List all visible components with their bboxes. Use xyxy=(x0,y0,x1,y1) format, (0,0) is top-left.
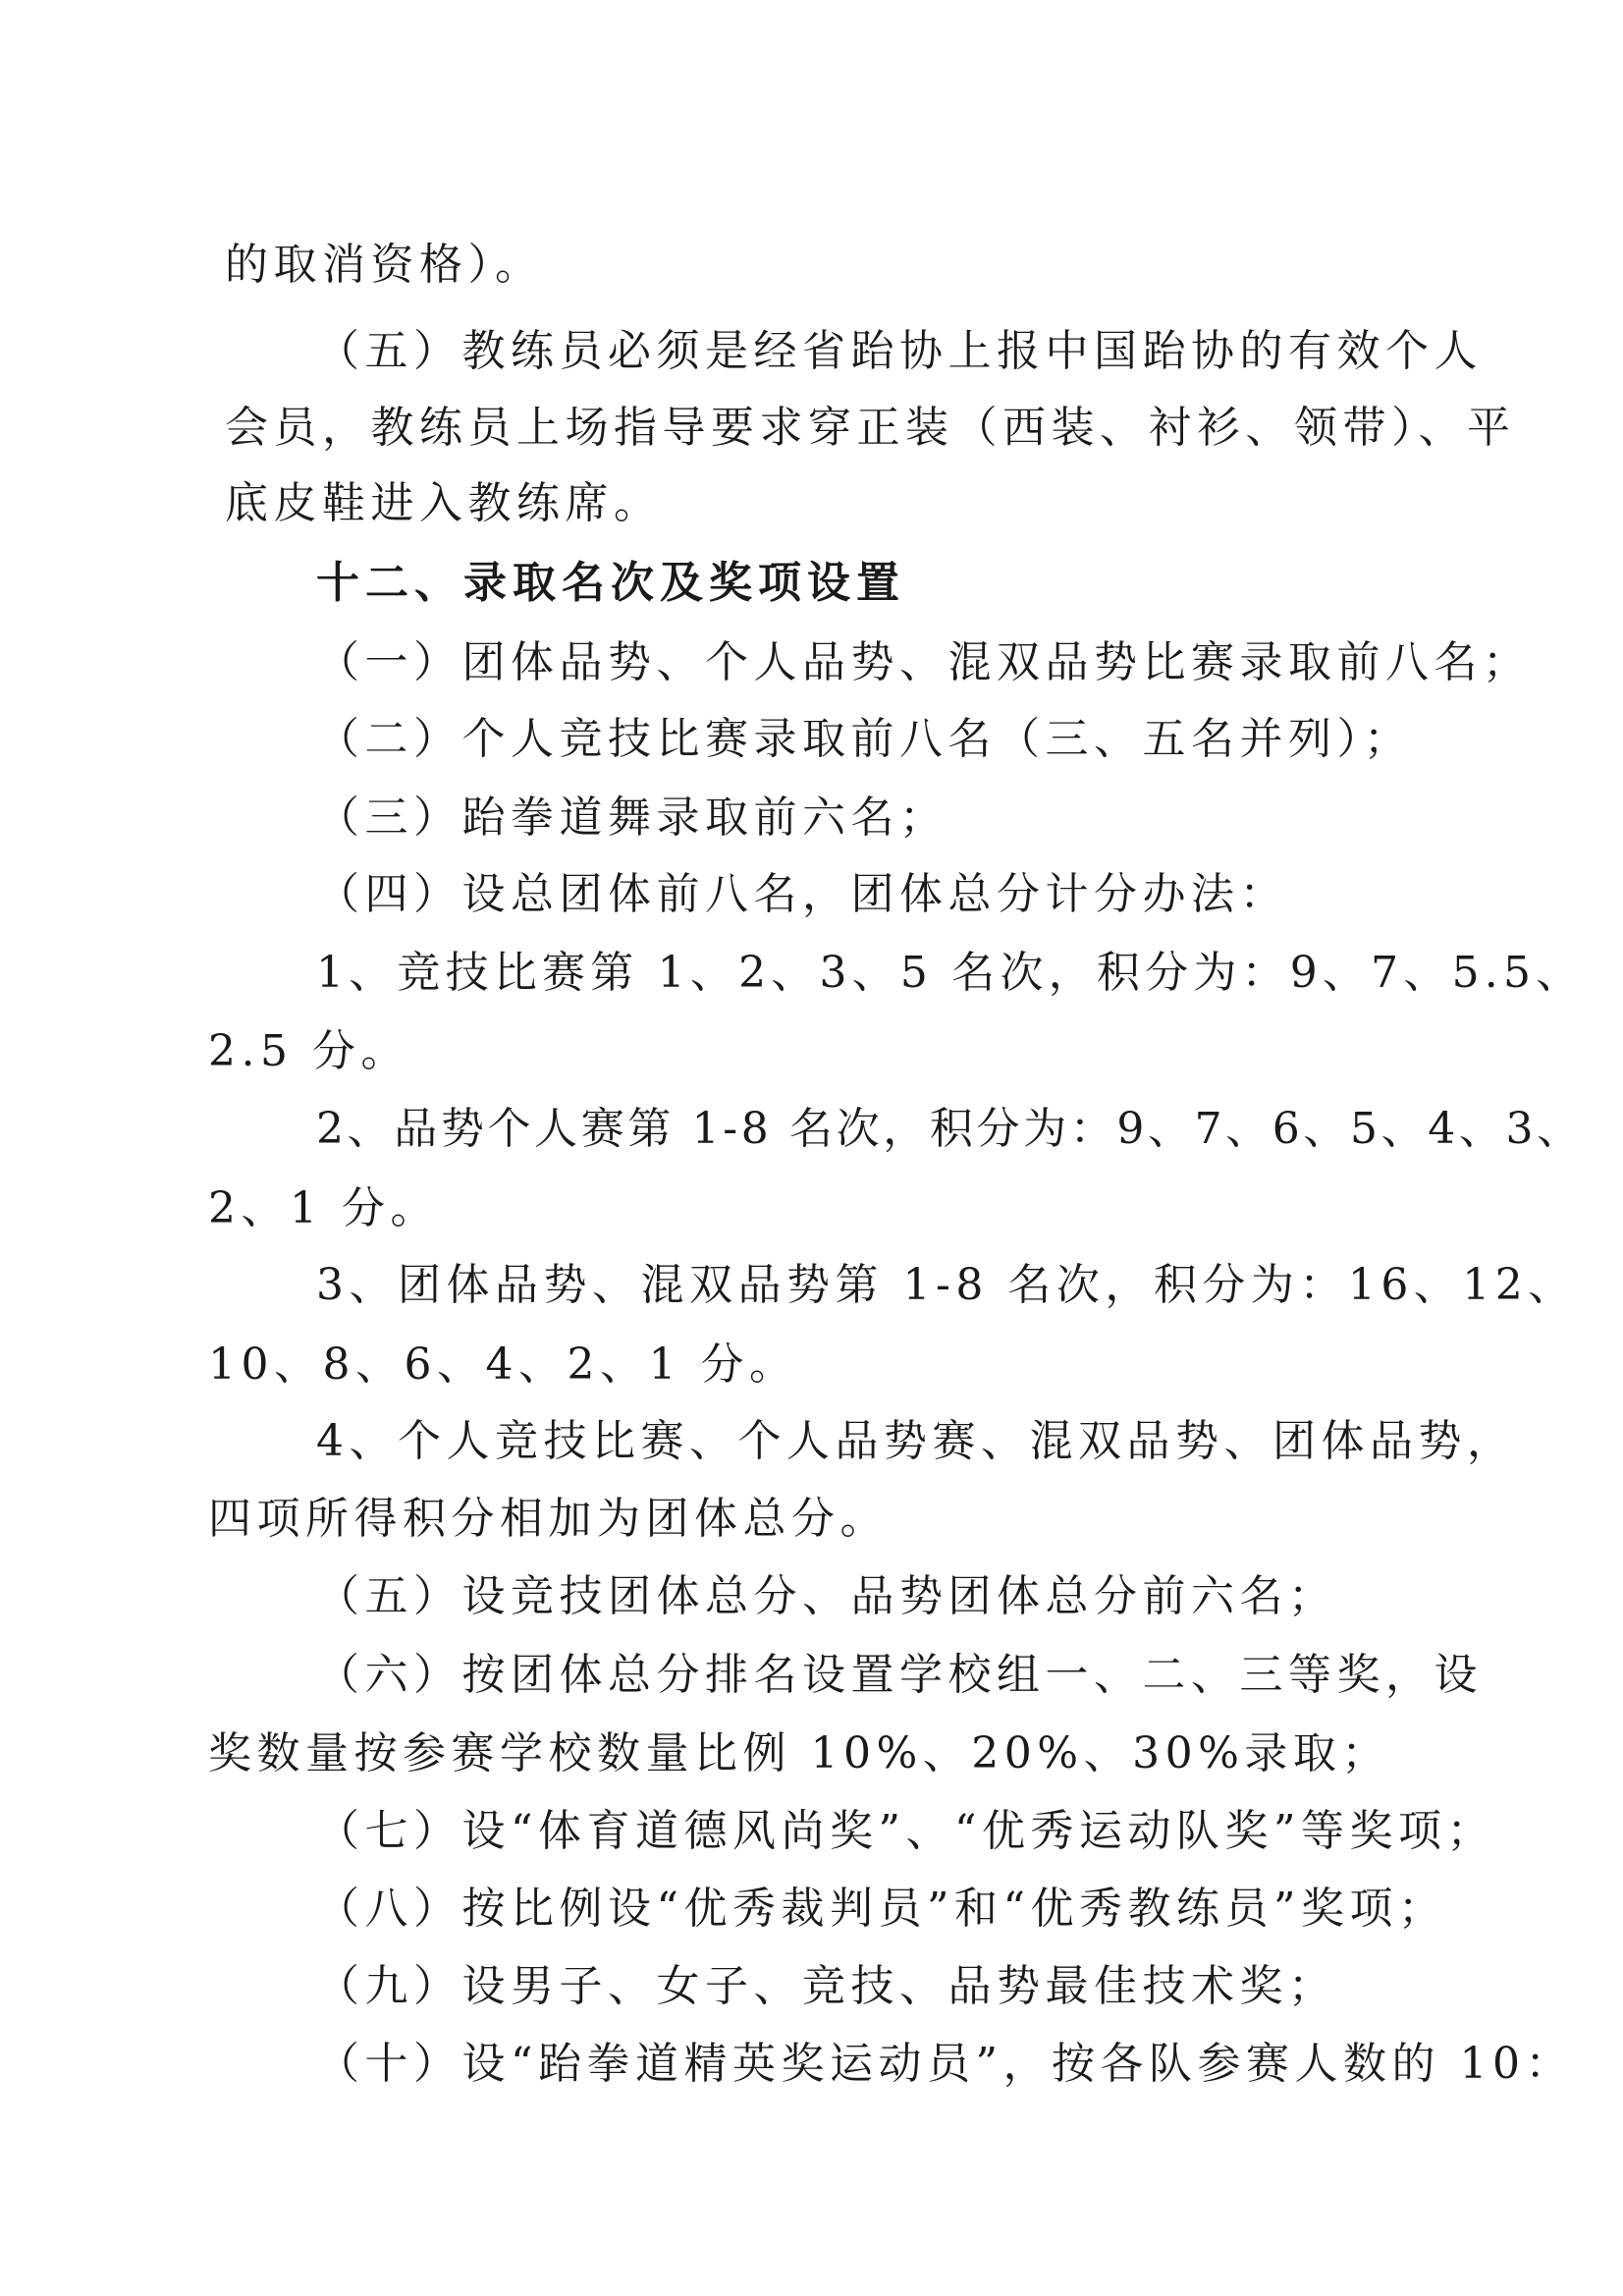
text-line: 2.5 分。 xyxy=(208,1026,409,1076)
text-line: 4、个人竞技比赛、个人品势赛、混双品势、团体品势， xyxy=(316,1416,1516,1466)
text-line: （九）设男子、女子、竞技、品势最佳技术奖； xyxy=(316,1961,1337,2011)
text-line: 10、8、6、4、2、1 分。 xyxy=(208,1339,798,1390)
text-line: 的取消资格）。 xyxy=(225,240,544,290)
text-line: 2、1 分。 xyxy=(208,1183,439,1233)
text-line: 底皮鞋进入教练席。 xyxy=(225,478,663,528)
text-line: （二）个人竞技比赛录取前八名（三、五名并列）； xyxy=(316,714,1413,764)
text-line: （十）设“跆拳道精英奖运动员”，按各队参赛人数的 10： xyxy=(316,2039,1574,2089)
text-line: 3、团体品势、混双品势第 1-8 名次，积分为：16、12、 xyxy=(316,1260,1577,1310)
section-heading: 十二、录取名次及奖项设置 xyxy=(316,558,905,608)
text-line: （四）设总团体前八名，团体总分计分办法： xyxy=(316,869,1288,919)
text-line: 奖数量按参赛学校数量比例 10%、20%、30%录取； xyxy=(208,1728,1390,1778)
text-line: 2、品势个人赛第 1-8 名次，积分为：9、7、6、5、4、3、 xyxy=(316,1104,1584,1154)
text-line: （七）设“体育道德风尚奖”、“优秀运动队奖”等奖项； xyxy=(316,1806,1495,1856)
text-line: （三）跆拳道舞录取前六名； xyxy=(316,793,948,843)
text-line: （六）按团体总分排名设置学校组一、二、三等奖，设 xyxy=(316,1650,1483,1700)
text-line: （五）教练员必须是经省跆协上报中国跆协的有效个人 xyxy=(316,326,1483,376)
text-line: 1、竞技比赛第 1、2、3、5 名次，积分为：9、7、5.5、 xyxy=(316,948,1585,998)
text-line: 会员，教练员上场指导要求穿正装（西装、衬衫、领带）、平 xyxy=(225,403,1516,453)
text-line: （五）设竞技团体总分、品势团体总分前六名； xyxy=(316,1571,1337,1621)
text-line: （一）团体品势、个人品势、混双品势比赛录取前八名； xyxy=(316,637,1532,687)
text-line: （八）按比例设“优秀裁判员”和“优秀教练员”奖项； xyxy=(316,1884,1447,1934)
text-line: 四项所得积分相加为团体总分。 xyxy=(208,1494,889,1544)
